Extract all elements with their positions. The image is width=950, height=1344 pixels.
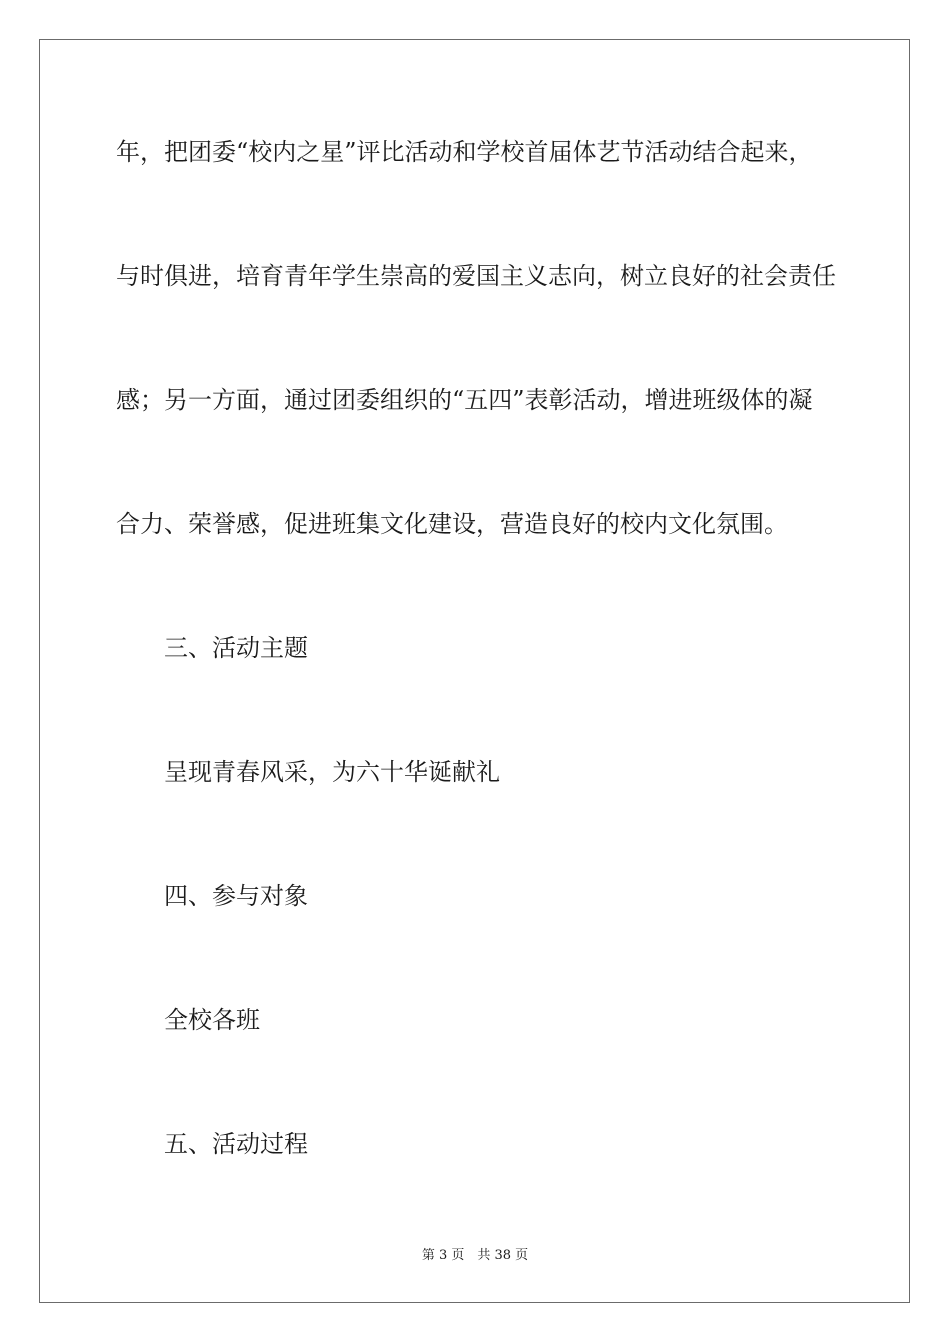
paragraph-line-3: 感；另一方面，通过团委组织的“五四”表彰活动，增进班级体的凝 <box>116 386 813 414</box>
section-5-heading: 五、活动过程 <box>164 1130 308 1158</box>
section-4-heading: 四、参与对象 <box>164 882 308 910</box>
section-3-heading: 三、活动主题 <box>164 634 308 662</box>
paragraph-line-2: 与时俱进，培育青年学生崇高的爱国主义志向，树立良好的社会责任 <box>116 262 836 290</box>
section-4-body: 全校各班 <box>164 1006 260 1034</box>
section-3-body: 呈现青春风采，为六十华诞献礼 <box>164 758 500 786</box>
paragraph-line-4: 合力、荣誉感，促进班集文化建设，营造良好的校内文化氛围。 <box>116 510 788 538</box>
page-number-footer: 第 3 页 共 38 页 <box>421 1248 529 1263</box>
paragraph-line-1: 年，把团委“校内之星”评比活动和学校首届体艺节活动结合起来， <box>116 138 813 166</box>
page-border <box>39 39 910 1303</box>
